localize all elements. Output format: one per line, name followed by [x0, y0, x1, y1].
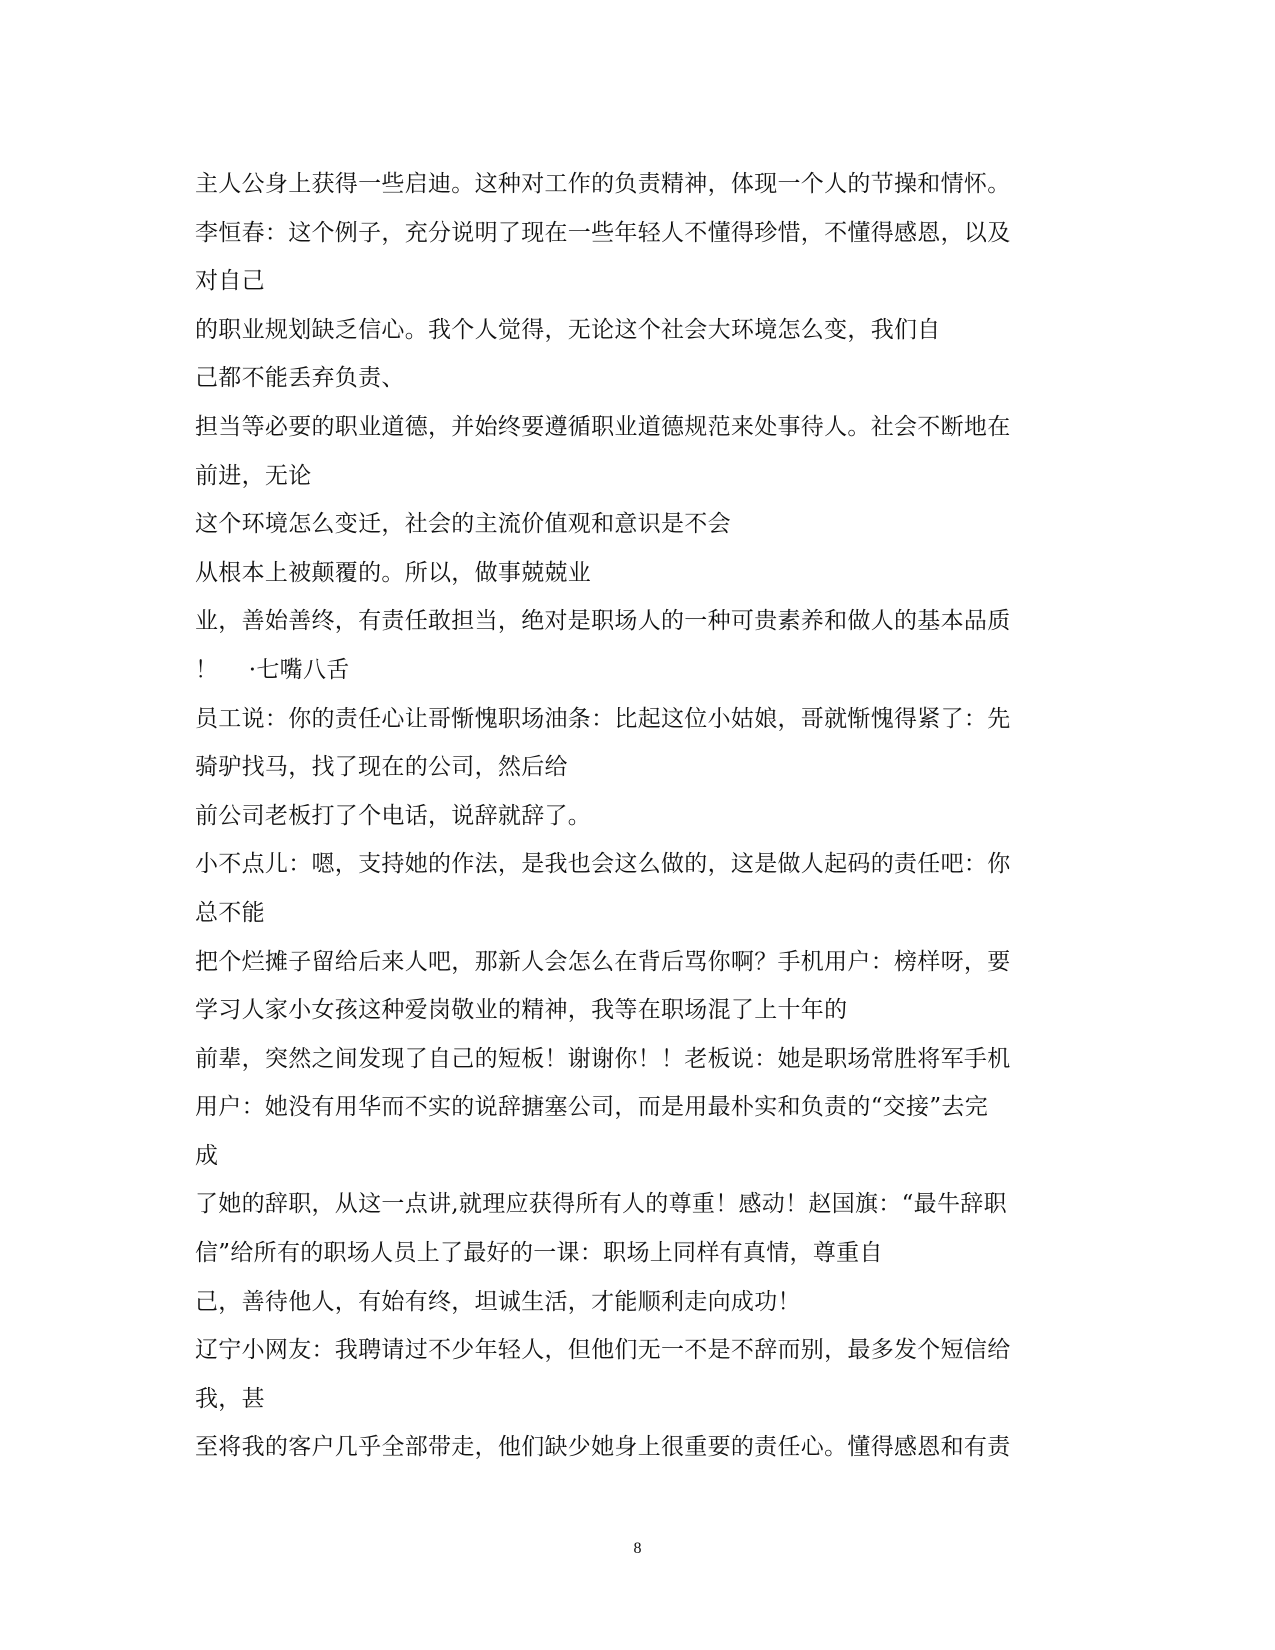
text-line: 我，甚: [195, 1385, 265, 1412]
text-line: 辽宁小网友：我聘请过不少年轻人，但他们无一不是不辞而别，最多发个短信给: [195, 1337, 1011, 1364]
text-line: 前公司老板打了个电话，说辞就辞了。: [195, 802, 592, 829]
text-line: 业，善始善终，有责任敢担当，绝对是职场人的一种可贵素养和做人的基本品质: [195, 608, 1011, 635]
text-line: 己都不能丢弃负责、: [195, 365, 405, 392]
text-line: 学习人家小女孩这种爱岗敬业的精神，我等在职场混了上十年的: [195, 997, 848, 1024]
text-line: 了她的辞职，从这一点讲,就理应获得所有人的尊重！感动！赵国旗：“最牛辞职: [195, 1191, 1007, 1218]
text-line: 主人公身上获得一些启迪。这种对工作的负责精神，体现一个人的节操和情怀。: [195, 171, 1011, 197]
text-line: 骑驴找马，找了现在的公司，然后给: [195, 754, 568, 781]
text-line: 对自己: [195, 268, 265, 295]
page-number: 8: [633, 1540, 642, 1557]
text-line: 成: [195, 1142, 219, 1169]
text-line: 至将我的客户几乎全部带走，他们缺少她身上很重要的责任心。懂得感恩和有责: [195, 1434, 1011, 1461]
text-line: 员工说：你的责任心让哥惭愧职场油条：比起这位小姑娘，哥就惭愧得紧了：先: [195, 705, 1011, 732]
text-line: 小不点儿：嗯，支持她的作法，是我也会这么做的，这是做人起码的责任吧：你: [195, 851, 1011, 878]
text-line: 担当等必要的职业道德，并始终要遵循职业道德规范来处事待人。社会不断地在: [195, 413, 1011, 440]
text-line: 把个烂摊子留给后来人吧，那新人会怎么在背后骂你啊？手机用户：榜样呀，要: [195, 948, 1011, 975]
text-line: 从根本上被颠覆的。所以，做事兢兢业: [195, 559, 592, 586]
text-line: 信”给所有的职场人员上了最好的一课：职场上同样有真情，尊重自: [195, 1240, 883, 1267]
text-line: 前辈，突然之间发现了自己的短板！谢谢你！！老板说：她是职场常胜将军手机: [195, 1045, 1011, 1072]
text-line: 李恒春：这个例子，充分说明了现在一些年轻人不懂得珍惜，不懂得感恩，以及: [195, 219, 1011, 246]
text-line: 前进，无论: [195, 462, 312, 489]
text-line: 这个环境怎么变迁，社会的主流价值观和意识是不会: [195, 511, 731, 538]
text-line: 己，善待他人，有始有终，坦诚生活，才能顺利走向成功！: [195, 1288, 801, 1315]
text-line: 的职业规划缺乏信心。我个人觉得，无论这个社会大环境怎么变，我们自: [195, 316, 941, 343]
text-line: 用户：她没有用华而不实的说辞搪塞公司，而是用最朴实和负责的“交接”去完: [195, 1094, 989, 1121]
section-heading-line: ！ ·七嘴八舌: [195, 656, 350, 683]
body-text: [195, 160, 1095, 1472]
text-line: 总不能: [195, 899, 265, 926]
